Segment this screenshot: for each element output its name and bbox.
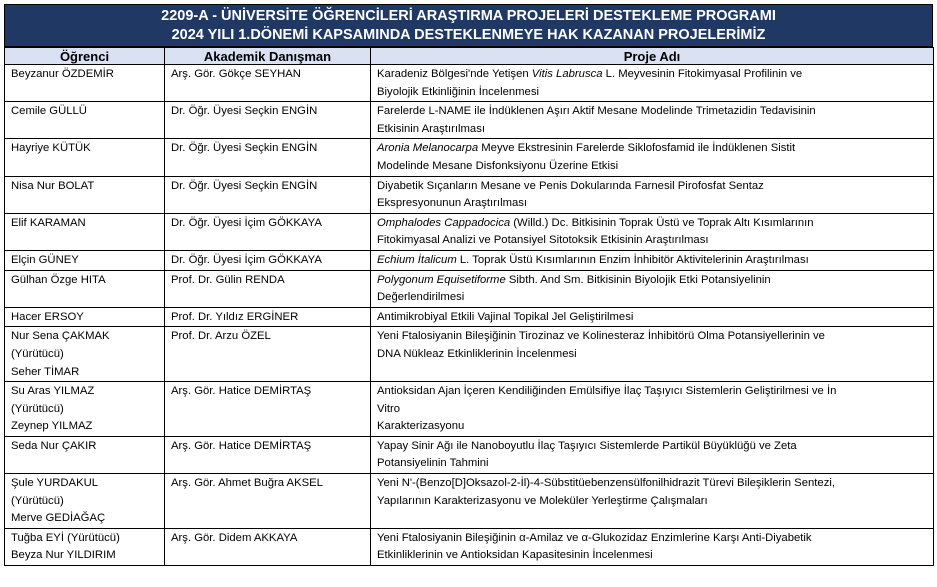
student-cell xyxy=(5,139,165,176)
student-cell xyxy=(5,250,165,270)
advisor-cell xyxy=(165,270,371,307)
advisor-cell xyxy=(165,139,371,176)
project-text: Biyolojik Etkinliğinin İncelenmesi xyxy=(377,85,539,98)
student-cell xyxy=(5,528,165,565)
species-name: Echium İtalicum xyxy=(377,253,457,266)
project-text: Yeni Ftalosiyanin Bileşiğinin α-Amilaz ve α-Glukozidaz Enzimlerine Karşı Anti-Diyabetik xyxy=(377,531,812,544)
project-title-line xyxy=(377,140,927,158)
advisor-cell xyxy=(165,327,371,382)
project-cell xyxy=(371,176,934,213)
advisor-cell xyxy=(165,528,371,565)
project-title-line xyxy=(377,418,927,436)
student-name: Nisa Nur BOLAT xyxy=(11,179,95,192)
table-row xyxy=(5,528,934,565)
student-name: Su Aras YILMAZ xyxy=(11,385,95,398)
project-text: L. Meyvesinin Fitokimyasal Profilinin ve xyxy=(602,68,803,80)
project-title-line xyxy=(377,121,927,139)
species-name: Omphalodes Cappadocica xyxy=(377,216,511,229)
student-name: Cemile GÜLLÜ xyxy=(11,105,87,118)
student-name: Merve GEDİAĞAÇ xyxy=(11,512,106,525)
species-name: Polygonum Equisetiforme xyxy=(377,273,506,286)
advisor-name: Dr. Öğr. Üyesi Seçkin ENGİN xyxy=(171,105,318,118)
project-title-line xyxy=(377,158,927,176)
project-text: Farelerde L-NAME ile İndüklenen Aşırı Aktif Mesane Modelinde Trimetazidin Tedavisinin xyxy=(377,105,816,118)
advisor-name: Prof. Dr. Gülin RENDA xyxy=(171,273,285,286)
project-text: Yapay Sinir Ağı ile Nanoboyutlu İlaç Taşıyıcı Sistemlerde Partikül Büyüklüğü ve Zeta xyxy=(377,439,797,452)
column-header-advisor: Akademik Danışman xyxy=(165,48,371,65)
project-text: Diyabetik Sıçanların Mesane ve Penis Dokularında Farnesil Pirofosfat Sentaz xyxy=(377,179,764,192)
project-text: Değerlendirilmesi xyxy=(377,291,465,304)
species-name: Vitis Labrusca xyxy=(531,68,603,80)
project-text: Yapılarının Karakterizasyonu ve Moleküler Yerleştirme Çalışmaları xyxy=(377,494,708,507)
document-sheet xyxy=(4,4,933,566)
project-title-line xyxy=(377,272,927,290)
advisor-cell xyxy=(165,474,371,529)
student-name: (Yürütücü) xyxy=(11,347,64,360)
project-text: DNA Nükleaz Etkinliklerinin İncelenmesi xyxy=(377,347,577,360)
advisor-name: Dr. Öğr. Üyesi İçim GÖKKAYA xyxy=(171,216,322,229)
project-text: Meyve Ekstresinin Farelerde Siklofosfamid ile İndüklenen Sistit xyxy=(478,142,796,155)
table-body xyxy=(5,65,934,566)
project-title-line xyxy=(377,252,927,270)
advisor-name: Arş. Gör. Didem AKKAYA xyxy=(171,531,298,544)
project-text: Sibth. And Sm. Bitkisinin Biyolojik Etki Potansiyelinin xyxy=(505,273,771,286)
project-text: Fitokimyasal Analizi ve Potansiyel Sitotoksik Etkisinin Araştırılması xyxy=(377,234,709,247)
project-text: Yeni Ftalosiyanin Bileşiğinin Tirozinaz ve Kolinesteraz İnhibitörü Olma Potansiyellerinin ve xyxy=(377,330,825,343)
project-text: Antioksidan Ajan İçeren Kendiliğinden Emülsifiye İlaç Taşıyıcı Sistemlerin Geliştirilmesi ve İn xyxy=(377,385,837,398)
project-title-line xyxy=(377,309,927,327)
student-name: Beyzanur ÖZDEMİR xyxy=(11,68,114,80)
project-title-line xyxy=(377,328,927,346)
project-text: Karakterizasyonu xyxy=(377,420,465,433)
student-name: Hacer ERSOY xyxy=(11,310,84,323)
table-row xyxy=(5,213,934,250)
project-cell xyxy=(371,213,934,250)
advisor-cell xyxy=(165,436,371,473)
project-cell xyxy=(371,327,934,382)
project-title-line xyxy=(377,103,927,121)
table-row xyxy=(5,382,934,437)
project-text: Vitro xyxy=(377,402,401,415)
project-text: Modelinde Mesane Disfonksiyonu Üzerine Etkisi xyxy=(377,159,619,172)
student-cell xyxy=(5,307,165,327)
table-row xyxy=(5,250,934,270)
student-name: Seda Nur ÇAKIR xyxy=(11,439,97,452)
student-cell xyxy=(5,270,165,307)
advisor-cell xyxy=(165,382,371,437)
student-cell xyxy=(5,213,165,250)
project-title-line xyxy=(377,383,927,401)
species-name: Aronia Melanocarpa xyxy=(377,142,479,155)
student-name: (Yürütücü) xyxy=(11,494,64,507)
project-title-line xyxy=(377,346,927,364)
project-text: Etkinliklerinin ve Antioksidan Kapasitesinin İncelenmesi xyxy=(377,549,653,562)
project-title-line xyxy=(377,232,927,250)
project-title-line xyxy=(377,438,927,456)
advisor-cell xyxy=(165,176,371,213)
title-banner xyxy=(4,4,933,47)
table-row xyxy=(5,436,934,473)
student-name: Zeynep YILMAZ xyxy=(11,420,93,433)
project-title-line xyxy=(377,455,927,473)
project-title-line xyxy=(377,547,927,565)
table-header-row xyxy=(5,48,934,65)
column-header-project: Proje Adı xyxy=(371,48,934,65)
title-line-1: 2209-A - ÜNİVERSİTE ÖĞRENCİLERİ ARAŞTIRMA PROJELERİ DESTEKLEME PROGRAMI xyxy=(161,8,776,24)
project-cell xyxy=(371,474,934,529)
project-text: (Willd.) Dc. Bitkisinin Toprak Üstü ve Toprak Altı Kısımlarının xyxy=(510,216,814,229)
student-name: Şule YURDAKUL xyxy=(11,477,99,490)
student-cell xyxy=(5,102,165,139)
advisor-cell xyxy=(165,102,371,139)
advisor-name: Arş. Gör. Gökçe SEYHAN xyxy=(171,68,301,80)
advisor-cell xyxy=(165,307,371,327)
project-text: Ekspresyonunun Araştırılması xyxy=(377,197,528,210)
table-row xyxy=(5,176,934,213)
advisor-cell xyxy=(165,213,371,250)
student-name: (Yürütücü) xyxy=(11,402,64,415)
student-name: Beyza Nur YILDIRIM xyxy=(11,549,116,562)
project-title-line xyxy=(377,195,927,213)
project-text: Antimikrobiyal Etkili Vajinal Topikal Jel Geliştirilmesi xyxy=(377,310,634,323)
student-cell xyxy=(5,436,165,473)
student-name: Nur Sena ÇAKMAK xyxy=(11,330,110,343)
student-name: Seher TİMAR xyxy=(11,365,80,378)
student-cell xyxy=(5,327,165,382)
project-cell xyxy=(371,436,934,473)
advisor-name: Dr. Öğr. Üyesi İçim GÖKKAYA xyxy=(171,253,322,266)
project-cell xyxy=(371,528,934,565)
project-title-line xyxy=(377,530,927,548)
projects-table xyxy=(4,47,934,566)
project-cell xyxy=(371,307,934,327)
student-name: Hayriye KÜTÜK xyxy=(11,142,91,155)
project-cell xyxy=(371,382,934,437)
table-row xyxy=(5,307,934,327)
project-title-line xyxy=(377,66,927,84)
student-cell xyxy=(5,474,165,529)
advisor-name: Dr. Öğr. Üyesi Seçkin ENGİN xyxy=(171,142,318,155)
project-text: Yeni N'-(Benzo[D]Oksazol-2-İl)-4-Sübstitüebenzensülfonilhidrazit Türevi Bileşiklerin Sentezi, xyxy=(377,477,836,490)
project-text: Potansiyelinin Tahmini xyxy=(377,457,489,470)
student-cell xyxy=(5,382,165,437)
student-name: Gülhan Özge HITA xyxy=(11,273,106,286)
table-row xyxy=(5,270,934,307)
project-cell xyxy=(371,250,934,270)
project-text: Karadeniz Bölgesi'nde Yetişen xyxy=(377,68,532,80)
table-row xyxy=(5,65,934,102)
title-line-2: 2024 YILI 1.DÖNEMİ KAPSAMINDA DESTEKLENMEYE HAK KAZANAN PROJELERİMİZ xyxy=(171,27,766,43)
student-cell xyxy=(5,65,165,102)
project-text: Etkisinin Araştırılması xyxy=(377,122,485,135)
advisor-name: Arş. Gör. Hatice DEMİRTAŞ xyxy=(171,385,312,398)
advisor-name: Arş. Gör. Ahmet Buğra AKSEL xyxy=(171,477,323,490)
project-title-line xyxy=(377,178,927,196)
project-title-line xyxy=(377,84,927,102)
table-row xyxy=(5,139,934,176)
table-row xyxy=(5,102,934,139)
project-title-line xyxy=(377,289,927,307)
advisor-name: Prof. Dr. Arzu ÖZEL xyxy=(171,330,271,343)
project-cell xyxy=(371,270,934,307)
advisor-name: Dr. Öğr. Üyesi Seçkin ENGİN xyxy=(171,179,318,192)
table-row xyxy=(5,474,934,529)
project-cell xyxy=(371,102,934,139)
project-cell xyxy=(371,65,934,102)
project-cell xyxy=(371,139,934,176)
project-title-line xyxy=(377,475,927,493)
advisor-name: Arş. Gör. Hatice DEMİRTAŞ xyxy=(171,439,312,452)
student-cell xyxy=(5,176,165,213)
advisor-cell xyxy=(165,250,371,270)
student-name: Elif KARAMAN xyxy=(11,216,86,229)
table-row xyxy=(5,327,934,382)
student-name: Elçin GÜNEY xyxy=(11,253,79,266)
project-text: L. Toprak Üstü Kısımlarının Enzim İnhibitör Aktivitelerinin Araştırılması xyxy=(456,253,809,266)
project-title-line xyxy=(377,493,927,511)
project-title-line xyxy=(377,401,927,419)
column-header-student: Öğrenci xyxy=(5,48,165,65)
advisor-cell xyxy=(165,65,371,102)
advisor-name: Prof. Dr. Yıldız ERGİNER xyxy=(171,310,299,323)
project-title-line xyxy=(377,215,927,233)
student-name: Tuğba EYİ (Yürütücü) xyxy=(11,531,120,544)
